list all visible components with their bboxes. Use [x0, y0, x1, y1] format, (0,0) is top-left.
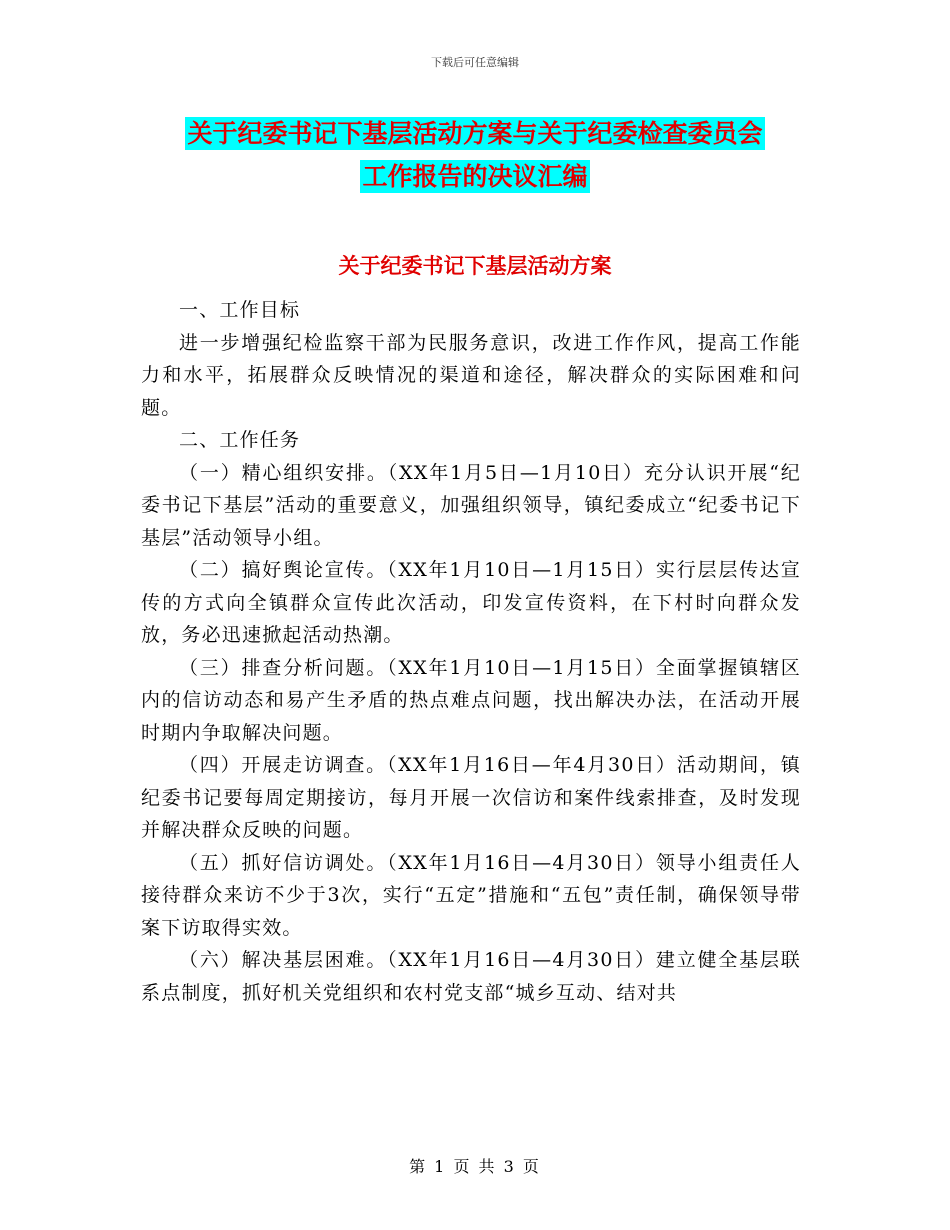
main-title-line-1 — [0, 114, 950, 150]
paragraph-task-6: （六）解决基层困难。（XX年1月16日—4月30日）建立健全基层联系点制度，抓好机关党组织和农村党支部“城乡互动、结对共 — [141, 949, 801, 1004]
heading-work-goal: 一、工作目标 — [179, 299, 301, 321]
main-title-line-1-text: 关于纪委书记下基层活动方案与关于纪委检查委员会 — [187, 119, 763, 148]
section-title: 关于纪委书记下基层活动方案 — [338, 253, 612, 278]
paragraph-task-5: （五）抓好信访调处。（XX年1月16日—4月30日）领导小组责任人接待群众来访不少于3次，实行“五定”措施和“五包”责任制，确保领导带案下访取得实效。 — [141, 851, 801, 939]
paragraph-task-1: （一）精心组织安排。（XX年1月5日—1月10日）充分认识开展“纪委书记下基层”活动的重要意义，加强组织领导，镇纪委成立“纪委书记下基层”活动领导小组。 — [141, 461, 801, 549]
paragraph-task-2: （二）搞好舆论宣传。（XX年1月10日—1月15日）实行层层传达宣传的方式向全镇群众宣传此次活动，印发宣传资料，在下村时向群众发放，务必迅速掀起活动热潮。 — [141, 559, 801, 646]
document-body — [141, 294, 801, 1009]
header-note: 下载后可任意编辑 — [431, 56, 519, 69]
paragraph-task-3: （三）排查分析问题。（XX年1月10日—1月15日）全面掌握镇辖区内的信访动态和易产生矛盾的热点难点问题，找出解决办法，在活动开展时期内争取解决问题。 — [141, 656, 801, 744]
main-title-line-2 — [0, 157, 950, 193]
paragraph-task-4: （四）开展走访调查。（XX年1月16日—年4月30日）活动期间，镇纪委书记要每周定期接访，每月开展一次信访和案件线索排查，及时发现并解决群众反映的问题。 — [141, 754, 801, 841]
paragraph-work-goal: 进一步增强纪检监察干部为民服务意识，改进工作作风，提高工作能力和水平，拓展群众反映情况的渠道和途径，解决群众的实际困难和问题。 — [141, 331, 801, 419]
heading-work-tasks: 二、工作任务 — [179, 429, 301, 451]
page-footer: 第 1 页 共 3 页 — [409, 1157, 541, 1176]
main-title-line-2-text: 工作报告的决议汇编 — [362, 162, 588, 191]
